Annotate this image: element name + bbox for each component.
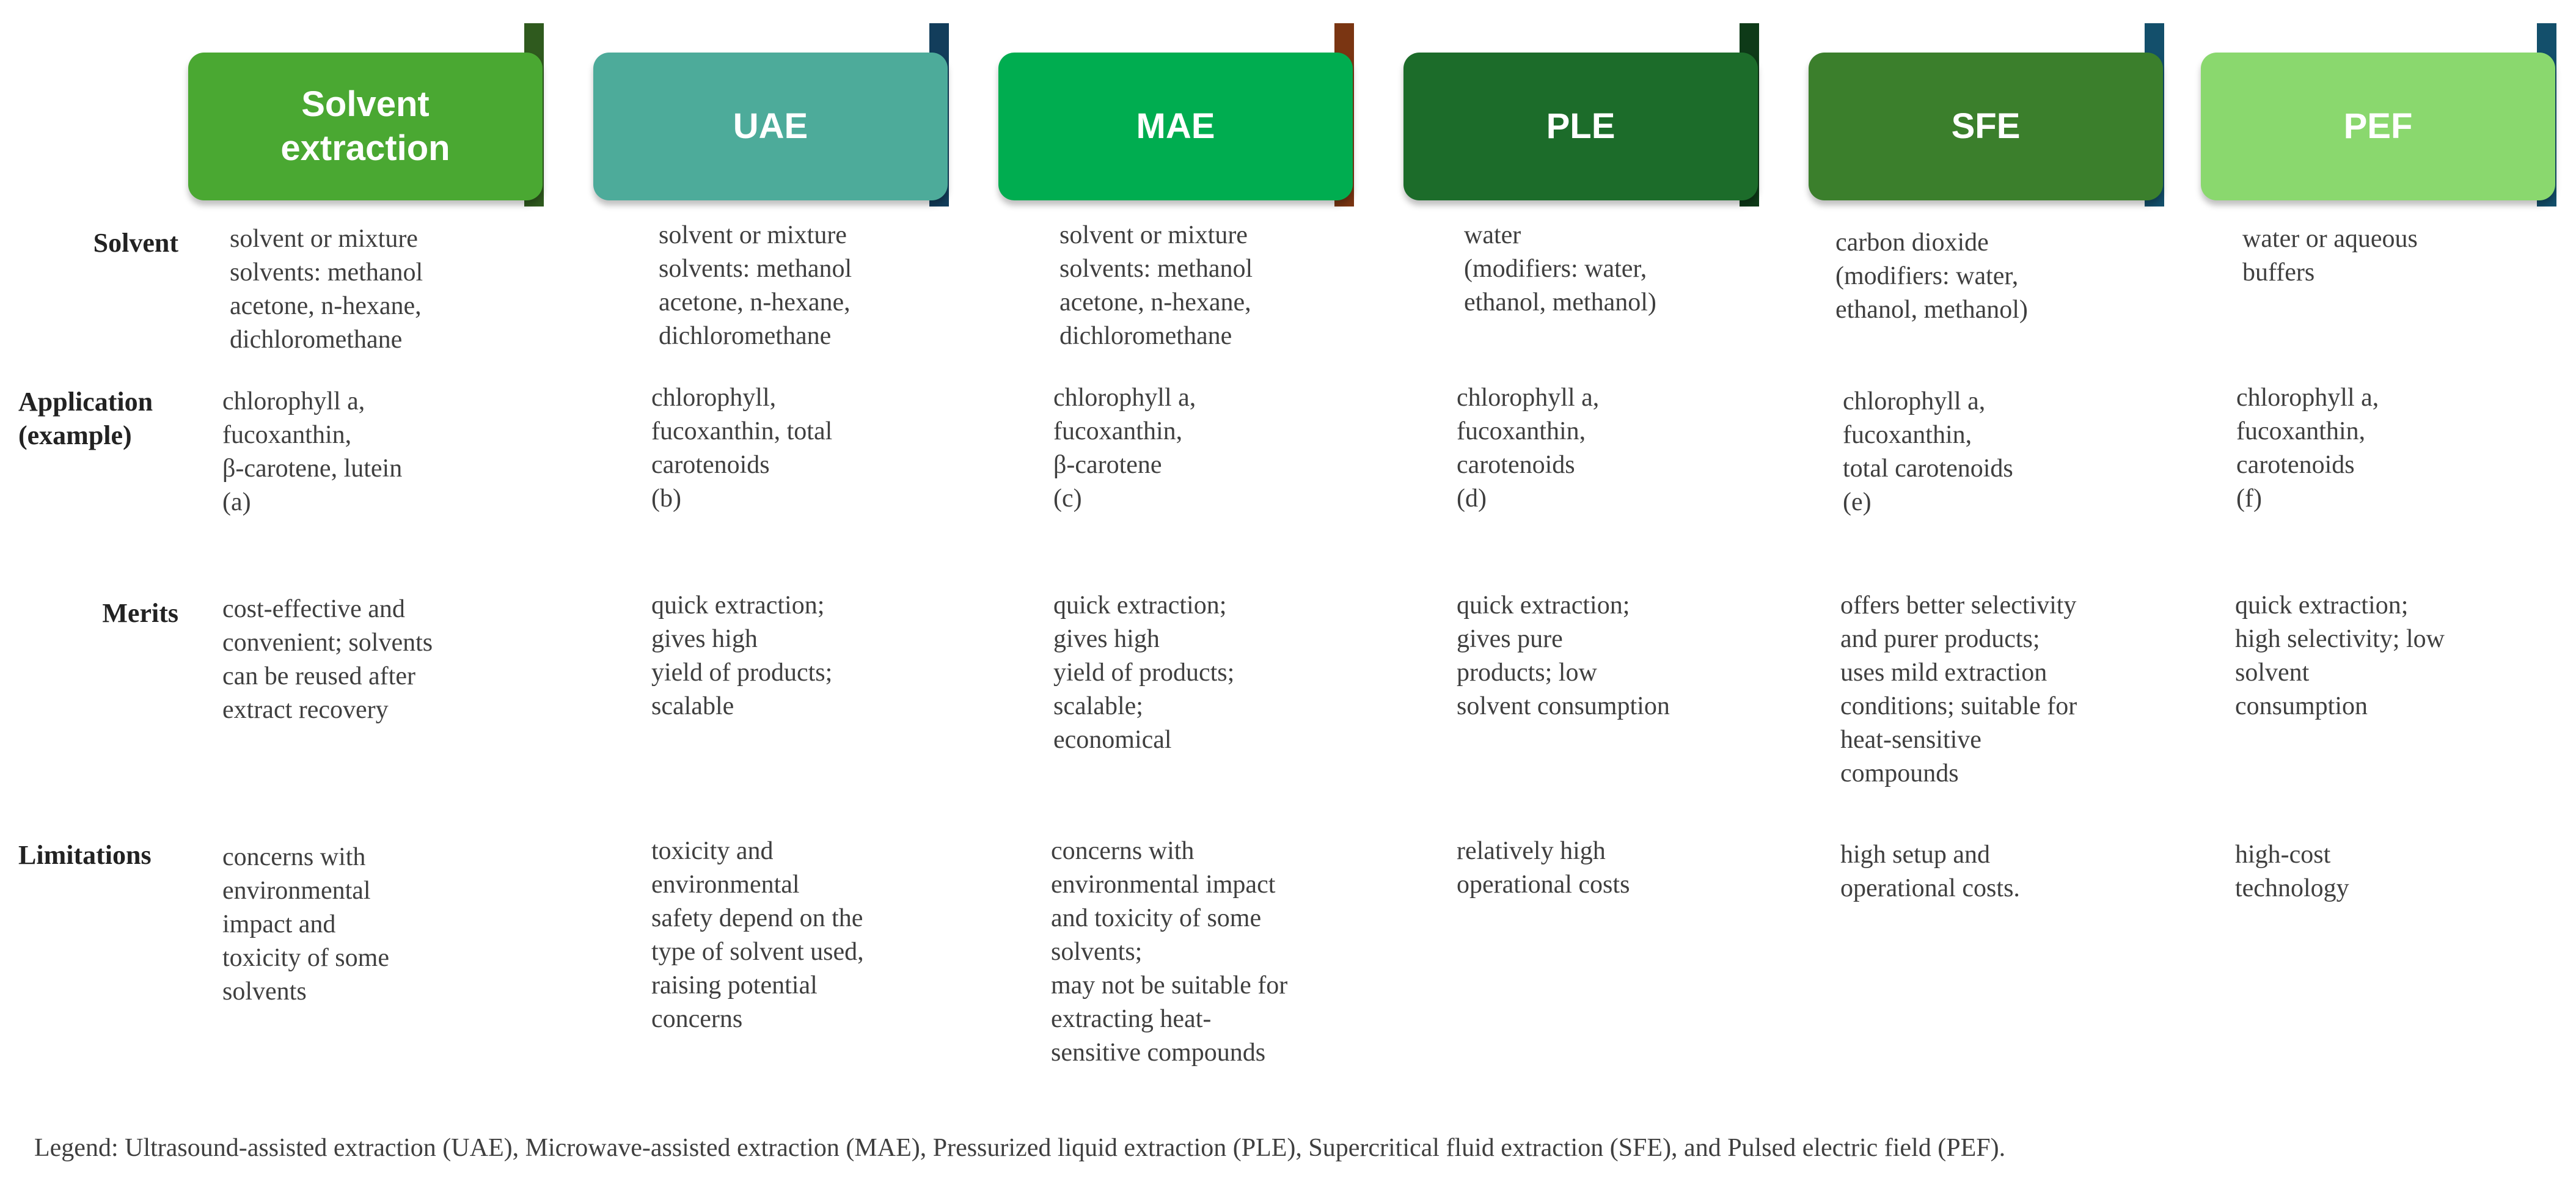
limitations-cell-sfe: high setup and operational costs. [1840, 841, 2020, 902]
merits-cell-sfe: offers better selectivity and purer products; uses mild extraction conditions; suitable for heat-sensitive compounds [1840, 591, 2077, 788]
application-cell-mae: chlorophyll a, fucoxanthin, β-carotene (c) [1053, 384, 1196, 513]
legend-text: Legend: Ultrasound-assisted extraction (UAE), Microwave-assisted extraction (MAE), Pressurized liquid extraction (PLE), Supercritical fluid extraction (SFE), and Pulsed electric field (PEF). [34, 1134, 2006, 1162]
application-cell-sfe: chlorophyll a, fucoxanthin, total carotenoids (e) [1843, 387, 2013, 516]
column-header-mae [998, 53, 1353, 200]
limitations-cell-solvent-extraction: concerns with environmental impact and toxicity of some solvents [222, 843, 389, 1006]
column-header-uae [593, 53, 948, 200]
column-header-ple [1403, 53, 1758, 200]
application-cell-ple: chlorophyll a, fucoxanthin, carotenoids (d) [1457, 384, 1600, 513]
limitations-cell-uae: toxicity and environmental safety depend on the type of solvent used, raising potential concerns [651, 837, 864, 1033]
merits-cell-uae: quick extraction; gives high yield of products; scalable [651, 591, 833, 720]
solvent-cell-ple: water (modifiers: water, ethanol, methanol) [1464, 221, 1656, 316]
row-label-application: Application (example) [18, 387, 153, 450]
column-header-pef [2201, 53, 2555, 200]
merits-cell-pef: quick extraction; high selectivity; low solvent consumption [2235, 591, 2445, 720]
application-cell-uae: chlorophyll, fucoxanthin, total carotenoids (b) [651, 384, 833, 513]
merits-cell-solvent-extraction: cost-effective and convenient; solvents can be reused after extract recovery [222, 595, 433, 724]
merits-cell-ple: quick extraction; gives pure products; low solvent consumption [1457, 591, 1670, 720]
column-header-title: Solvent extraction [280, 84, 450, 168]
merits-cell-mae: quick extraction; gives high yield of products; scalable; economical [1053, 591, 1235, 754]
column-header-sfe [1809, 53, 2163, 200]
row-label-limitations: Limitations [18, 840, 152, 870]
column-header-title: UAE [733, 106, 808, 147]
limitations-cell-mae: concerns with environmental impact and toxicity of some solvents; may not be suitable for extracting heat- sensitive compounds [1051, 837, 1288, 1067]
column-header-title: PEF [2343, 106, 2413, 147]
column-header-solvent-extraction [188, 53, 543, 200]
solvent-cell-sfe: carbon dioxide (modifiers: water, ethanol, methanol) [1835, 228, 2028, 324]
solvent-cell-mae: solvent or mixture solvents: methanol acetone, n-hexane, dichloromethane [1059, 221, 1253, 350]
row-label-solvent: Solvent [93, 228, 178, 258]
application-cell-pef: chlorophyll a, fucoxanthin, carotenoids (f) [2236, 384, 2379, 513]
row-label-merits: Merits [102, 598, 178, 628]
column-header-title: MAE [1136, 106, 1215, 147]
solvent-cell-solvent-extraction: solvent or mixture solvents: methanol acetone, n-hexane, dichloromethane [230, 225, 423, 354]
column-header-title: PLE [1546, 106, 1615, 147]
solvent-cell-uae: solvent or mixture solvents: methanol acetone, n-hexane, dichloromethane [659, 221, 852, 350]
limitations-cell-pef: high-cost technology [2235, 841, 2349, 902]
limitations-cell-ple: relatively high operational costs [1457, 837, 1630, 899]
application-cell-solvent-extraction: chlorophyll a, fucoxanthin, β-carotene, lutein (a) [222, 387, 403, 516]
column-header-title: SFE [1951, 106, 2021, 147]
solvent-cell-pef: water or aqueous buffers [2242, 225, 2418, 287]
